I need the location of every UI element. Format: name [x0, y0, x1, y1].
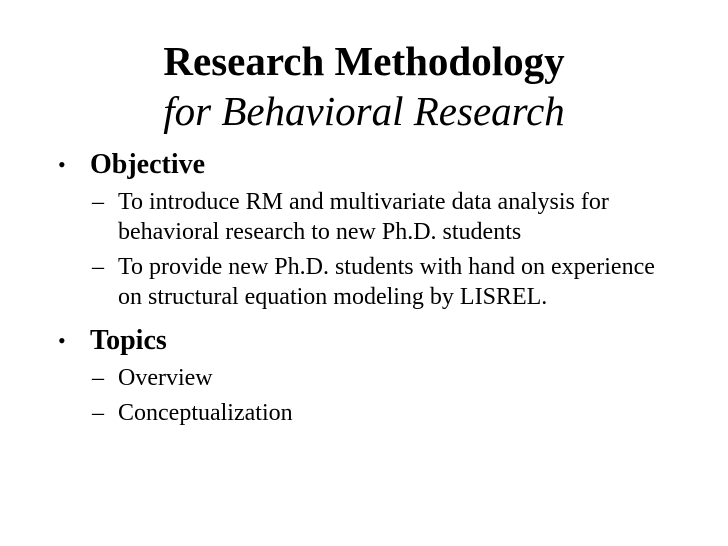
bullet-mark: •	[58, 328, 66, 353]
bullet-objective	[0, 148, 728, 182]
list-item-text: To introduce RM and multivariate data analysis for behavioral research to new Ph.D. students	[118, 189, 609, 245]
dash-mark: –	[92, 365, 104, 391]
title-subtitle: for Behavioral Research	[163, 88, 565, 134]
title-main: Research Methodology	[163, 38, 565, 84]
dash-mark: –	[92, 400, 104, 426]
list-item	[0, 187, 678, 247]
objective-list	[0, 187, 728, 312]
list-item	[0, 363, 678, 393]
list-item	[0, 398, 678, 428]
slide-title	[0, 36, 728, 136]
bullet-heading-topics: Topics	[90, 325, 167, 356]
topics-list	[0, 363, 728, 428]
list-item-text: Conceptualization	[118, 400, 293, 426]
list-item	[0, 252, 678, 312]
list-item-text: To provide new Ph.D. students with hand on experience on structural equation modeling by LISREL.	[118, 254, 655, 310]
list-item-text: Overview	[118, 365, 213, 391]
dash-mark: –	[92, 254, 104, 280]
bullet-heading-objective: Objective	[90, 149, 206, 180]
slide-content	[0, 148, 728, 428]
bullet-topics	[0, 324, 728, 358]
dash-mark: –	[92, 189, 104, 215]
bullet-mark: •	[58, 152, 66, 177]
